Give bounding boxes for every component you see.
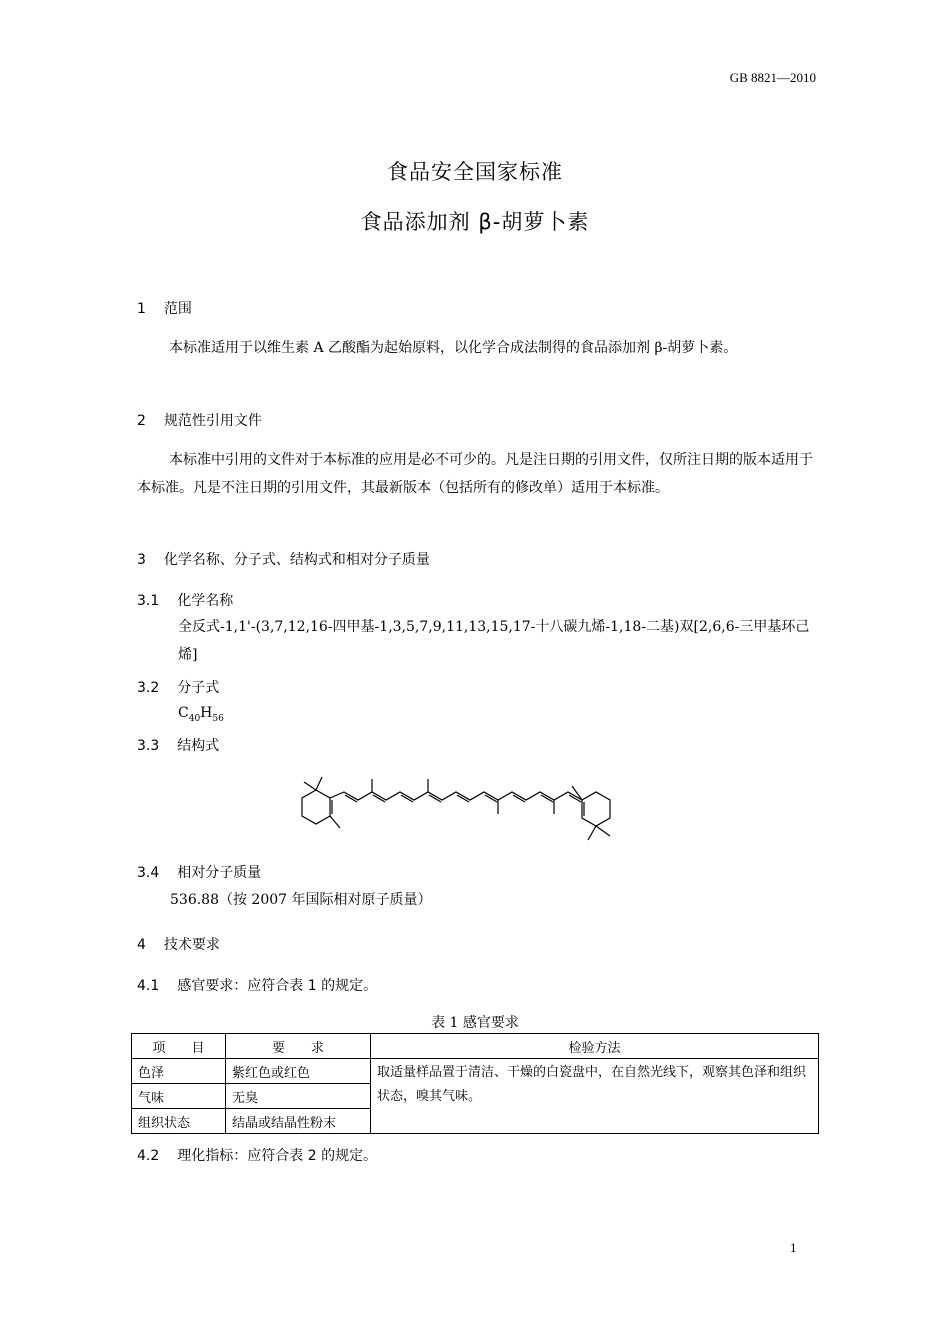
row-requirement: 结晶或结晶性粉末 (226, 1109, 371, 1134)
section-4-heading: 4 技术要求 (137, 937, 220, 953)
table-1-caption: 表 1 感官要求 (431, 1015, 519, 1031)
section-3-2-heading: 3.2 分子式 (137, 680, 220, 696)
section-3-1-heading: 3.1 化学名称 (137, 593, 234, 609)
method-cell: 取适量样品置于清洁、干燥的白瓷盘中，在自然光线下，观察其色泽和组织状态，嗅其气味。 (371, 1059, 819, 1134)
header-item: 项 目 (132, 1034, 226, 1059)
row-item: 气味 (132, 1084, 226, 1109)
molecular-mass: 536.88（按 2007 年国际相对原子质量） (170, 892, 432, 908)
section-1-heading: 1 范围 (137, 301, 192, 317)
page-number: 1 (790, 1240, 797, 1255)
standard-code: GB 8821—2010 (729, 70, 816, 85)
section-2-body: 本标准中引用的文件对于本标准的应用是必不可少的。凡是注日期的引用文件，仅所注日期的版本适用于本标准。凡是不注日期的引用文件，其最新版本（包括所有的修改单）适用于本标准。 (137, 452, 813, 496)
section-4-1-heading: 4.1 感官要求：应符合表 1 的规定。 (137, 978, 378, 994)
chemical-name: 全反式-1,1'-(3,7,12,16-四甲基-1,3,5,7,9,11,13,15,17-十八碳九烯-1,18-二基)双[2,6,6-三甲基环己烯] (178, 619, 810, 663)
section-2-heading: 2 规范性引用文件 (137, 413, 262, 429)
section-1-body: 本标准适用于以维生素 A 乙酸酯为起始原料，以化学合成法制得的食品添加剂 β-胡萝卜素。 (169, 340, 738, 356)
structural-formula (290, 762, 635, 842)
row-requirement: 无臭 (226, 1084, 371, 1109)
section-3-4-heading: 3.4 相对分子质量 (137, 865, 262, 881)
section-3-3-heading: 3.3 结构式 (137, 738, 220, 754)
section-3-heading: 3 化学名称、分子式、结构式和相对分子质量 (137, 552, 430, 568)
sensory-table (131, 1033, 819, 1134)
table-header-row (132, 1034, 819, 1059)
row-item: 组织状态 (132, 1109, 226, 1134)
row-requirement: 紫红色或红色 (226, 1059, 371, 1084)
section-4-2-heading: 4.2 理化指标：应符合表 2 的规定。 (137, 1148, 378, 1164)
header-method: 检验方法 (371, 1034, 819, 1059)
table-row (132, 1059, 819, 1084)
doc-subtitle: 食品添加剂 β-胡萝卜素 (360, 210, 590, 234)
molecular-formula: $C_{40}H_{56}$ (178, 705, 224, 724)
doc-title: 食品安全国家标准 (387, 160, 563, 184)
header-requirement: 要 求 (226, 1034, 371, 1059)
row-item: 色泽 (132, 1059, 226, 1084)
